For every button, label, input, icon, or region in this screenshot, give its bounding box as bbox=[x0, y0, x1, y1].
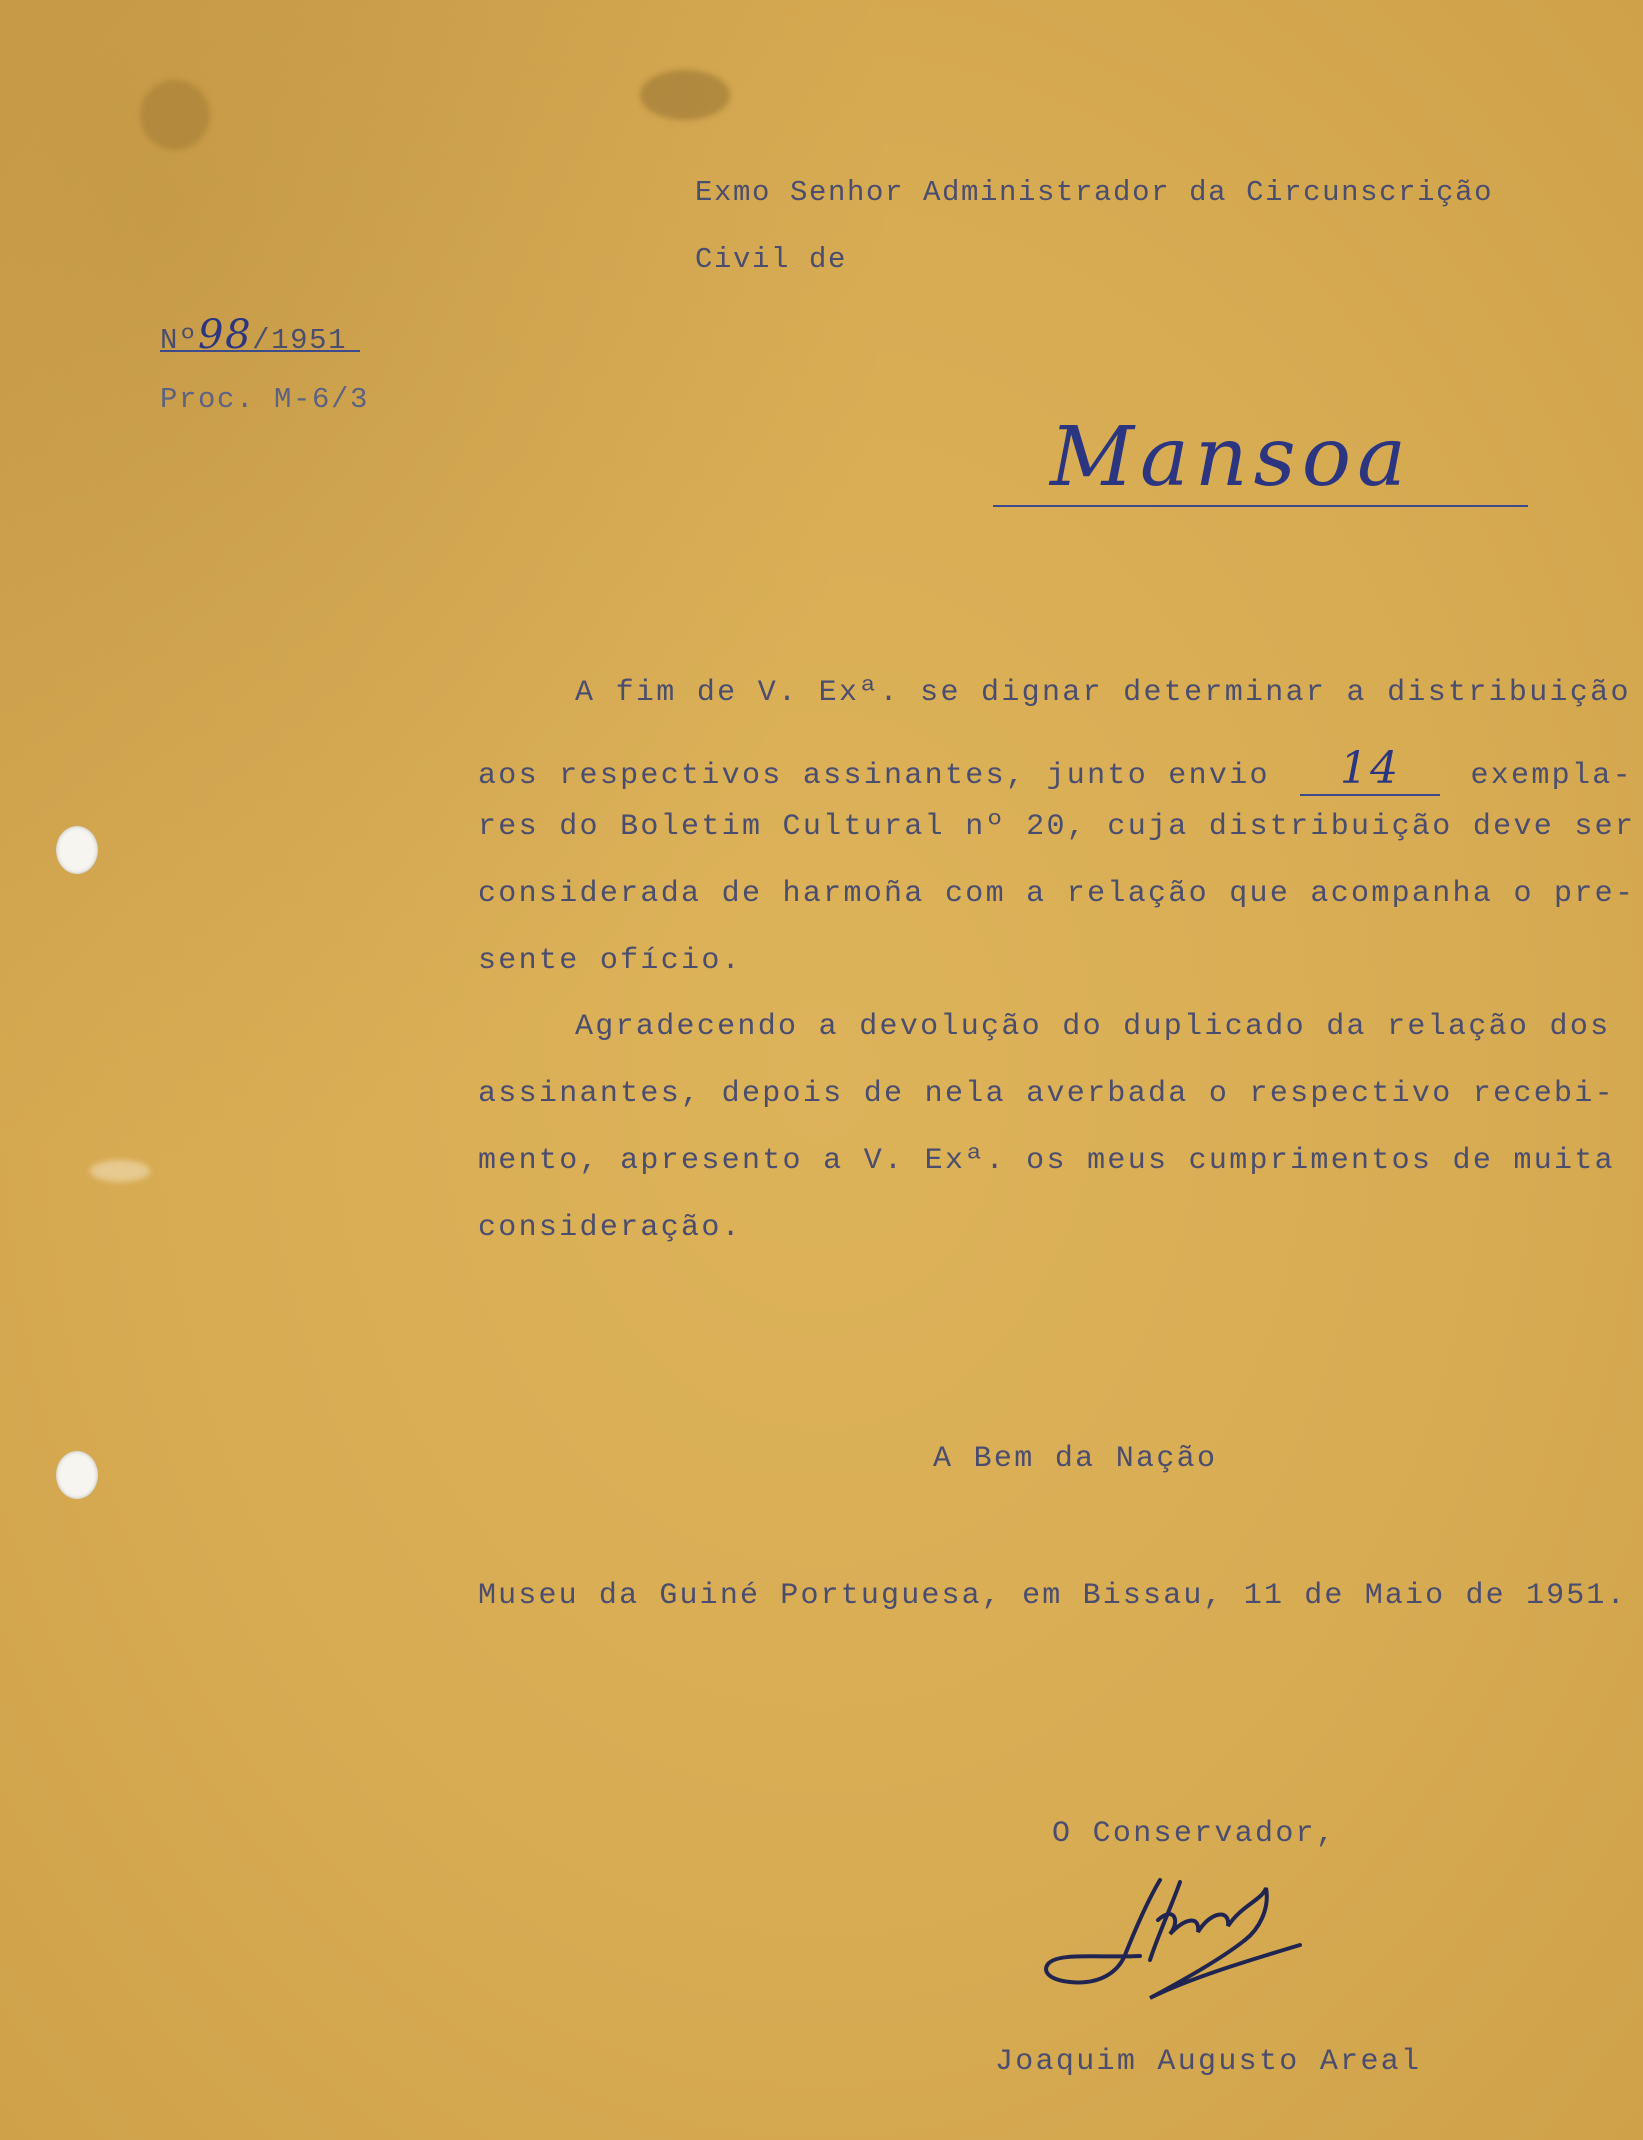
body-paragraph-2-line-3: mento, apresento a V. Exª. os meus cumprimentos de muita bbox=[478, 1144, 1615, 1178]
body-paragraph-1-line-1: A fim de V. Exª. se dignar determinar a distribuição bbox=[575, 676, 1631, 710]
reference-number-underline bbox=[160, 350, 360, 352]
reference-number-prefix: Nº bbox=[160, 324, 199, 357]
destination-handwritten: Mansoa bbox=[1050, 410, 1412, 505]
signatory-title: O Conservador, bbox=[1052, 1817, 1337, 1851]
punch-hole-upper bbox=[56, 826, 98, 874]
body-paragraph-1-line-5: sente ofício. bbox=[478, 944, 742, 978]
reference-number-handwritten: 98 bbox=[198, 312, 253, 358]
body-paragraph-2-line-1: Agradecendo a devolução do duplicado da relação dos bbox=[575, 1010, 1611, 1044]
handwritten-signature bbox=[1030, 1860, 1330, 2020]
closing-salutation: A Bem da Nação bbox=[933, 1442, 1218, 1476]
body-paragraph-1-line-2-end: exempla- bbox=[1470, 759, 1633, 793]
reference-number-year: /1951 bbox=[252, 324, 348, 357]
body-paragraph-2-line-4: consideração. bbox=[478, 1211, 742, 1245]
body-paragraph-1-line-3: res do Boletim Cultural nº 20, cuja distribuição deve ser bbox=[478, 810, 1636, 844]
body-paragraph-2-line-2: assinantes, depois de nela averbada o respectivo recebi- bbox=[478, 1077, 1615, 1111]
destination-underline bbox=[993, 505, 1528, 507]
stain-top-middle bbox=[640, 70, 730, 120]
addressee-line-2: Civil de bbox=[695, 243, 848, 276]
body-paragraph-1-line-4: considerada de harmoña com a relação que acompanha o pre- bbox=[478, 877, 1636, 911]
addressee-line-1: Exmo Senhor Administrador da Circunscrição bbox=[695, 176, 1494, 209]
process-reference: Proc. M-6/3 bbox=[160, 383, 370, 416]
stain-top-left bbox=[140, 80, 210, 150]
body-paragraph-1-line-2 bbox=[478, 743, 1633, 796]
punch-hole-lower bbox=[56, 1451, 98, 1499]
copies-handwritten: 14 bbox=[1300, 743, 1440, 796]
signatory-name: Joaquim Augusto Areal bbox=[995, 2045, 1422, 2079]
stain-left-edge bbox=[90, 1160, 150, 1182]
place-and-date: Museu da Guiné Portuguesa, em Bissau, 11 de Maio de 1951. bbox=[478, 1579, 1627, 1613]
body-paragraph-1-line-2-text: aos respectivos assinantes, junto envio bbox=[478, 759, 1270, 793]
